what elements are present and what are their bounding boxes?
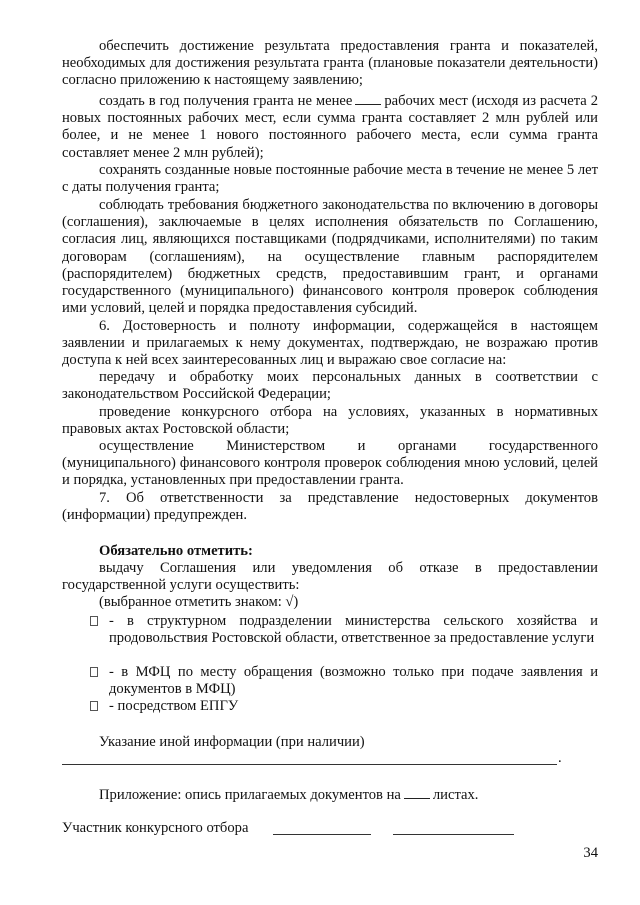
notice-text: выдачу Соглашения или уведомления об отказе в предоставлении государственной услуги осуществить: (62, 560, 598, 594)
paragraph-keep-jobs: сохранять созданные новые постоянные рабочие места в течение не менее 5 лет с даты получения гранта; (62, 162, 598, 196)
jobs-count-blank (355, 91, 381, 105)
other-info-line[interactable] (62, 764, 557, 765)
attachment-line (62, 785, 598, 804)
page-number: 34 (583, 845, 598, 861)
notice-title: Обязательно отметить: (99, 543, 253, 559)
participant-label: Участник конкурсного отбора (62, 820, 249, 836)
paragraph-result: обеспечить достижение результата предоставления гранта и показателей, необходимых для достижения результата гранта (плановые показатели деятельности) согласно приложению к настоящему заявлению; (62, 38, 598, 89)
option-mfc-checkbox[interactable] (90, 667, 98, 677)
jobs-text-after: рабочих мест (исходя из расчета 2 новых постоянных рабочих мест, если сумма гранта составляет 2 млн рублей или более, и не менее 1 нового постоянного рабочего места, если сумма гранта составляет менее 2 млн рублей); (62, 93, 598, 161)
attachment-text-before: Приложение: опись прилагаемых документов на (99, 787, 401, 803)
option-mfc-label: - в МФЦ по месту обращения (возможно только при подаче заявления и документов в МФЦ) (109, 664, 598, 698)
notice-hint: (выбранное отметить знаком: √) (99, 594, 299, 610)
option-ministry-checkbox[interactable] (90, 616, 98, 626)
paragraph-control: осуществление Министерством и органами государственного (муниципального) финансового контроля проверок соблюдения мною условий, целей и порядка, установленных при предоставлении гранта. (62, 438, 598, 489)
other-info-end-mark: . (558, 750, 562, 766)
option-epgu-checkbox[interactable] (90, 701, 98, 711)
option-epgu (62, 698, 598, 715)
option-ministry (62, 613, 598, 647)
option-ministry-label: - в структурном подразделении министерства сельского хозяйства и продовольствия Ростовской области, ответственное за предоставление услуги (109, 613, 598, 647)
attachment-text-after: листах. (432, 787, 479, 803)
paragraph-jobs (62, 91, 598, 162)
paragraph-competition: проведение конкурсного отбора на условиях, указанных в нормативных правовых актах Ростовской области; (62, 404, 598, 438)
paragraph-item-6: 6. Достоверность и полноту информации, содержащейся в настоящем заявлении и прилагаемых к нему документах, подтверждаю, не возражаю против доступа к ней всех заинтересованных лиц и выражаю свое согласие на: (62, 318, 598, 369)
participant-name-line[interactable] (393, 834, 514, 835)
paragraph-budget: соблюдать требования бюджетного законодательства по включению в договоры (соглашения), заключаемые в целях исполнения обязательств по Соглашению, согласия лиц, являющихся поставщиками (подрядчиками, исполнителями) по таким договорам (соглашениям), на осуществление главным распорядителем (распорядителем) бюджетных средств, предоставившим грант, и органами государственного (муниципального) финансового контроля проверок соблюдения ими условий, целей и порядка предоставления субсидий. (62, 197, 598, 317)
participant-signature-line[interactable] (273, 834, 371, 835)
attachment-pages-blank[interactable] (404, 785, 430, 799)
paragraph-item-7: 7. Об ответственности за представление недостоверных документов (информации) предупрежден. (62, 490, 598, 524)
paragraph-personal-data: передачу и обработку моих персональных данных в соответствии с законодательством Российской Федерации; (62, 369, 598, 403)
other-info-label: Указание иной информации (при наличии) (99, 734, 365, 750)
option-mfc (62, 664, 598, 698)
jobs-text-before: создать в год получения гранта не менее (99, 93, 353, 109)
option-epgu-label: - посредством ЕПГУ (109, 698, 239, 714)
